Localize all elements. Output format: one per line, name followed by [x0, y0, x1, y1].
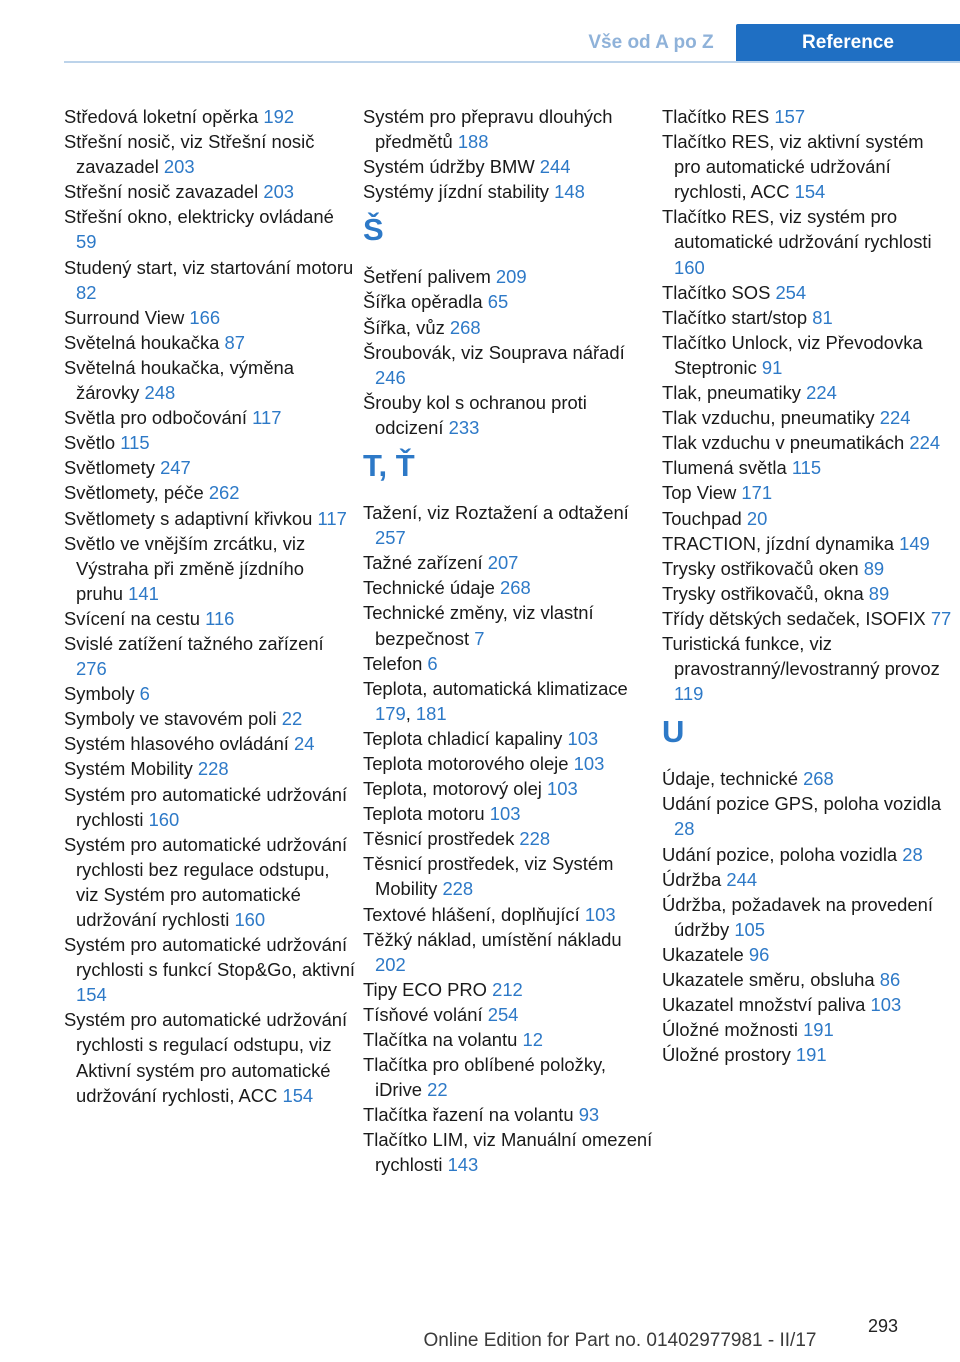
index-entry [363, 390, 655, 440]
page-reference-link[interactable]: 254 [775, 281, 807, 303]
index-entry [662, 556, 954, 581]
page-reference-link[interactable]: 224 [879, 407, 911, 429]
page-reference-link[interactable]: 228 [519, 828, 551, 850]
index-entry-text: Světlo ve vnějším zrcátku, viz Výstraha při změně jízdního pruhu [64, 532, 306, 604]
index-entry [662, 104, 954, 129]
index-entry-text: Tlak vzduchu, pneumatiky [662, 407, 880, 429]
index-entry [64, 104, 356, 129]
page-reference-link[interactable]: 154 [794, 181, 826, 203]
page-reference-link[interactable]: 59 [76, 231, 97, 253]
index-entry [363, 851, 655, 901]
page-reference-link[interactable]: 268 [803, 768, 834, 790]
index-entry [64, 405, 356, 430]
index-entry-text: Trysky ostřikovačů oken [662, 557, 864, 579]
index-entry-text: Teplota chladicí kapaliny [363, 727, 568, 749]
index-entry [64, 706, 356, 731]
index-entry-text: Systém pro automatické udržování rychlosti s regulací odstupu, viz Aktivní systém pro automatické udržování rychlosti, ACC [64, 1009, 348, 1106]
page-reference-link[interactable]: 192 [263, 106, 295, 127]
index-entry [363, 751, 655, 776]
index-entry-text: Střešní nosič zavazadel [64, 181, 264, 203]
page-reference-link[interactable]: 89 [868, 582, 890, 604]
index-entry [662, 380, 954, 405]
page-reference-link[interactable]: 103 [567, 727, 599, 749]
index-entry-text: Světlomety s adaptivní křivkou [64, 507, 318, 529]
index-entry [363, 676, 655, 726]
page-reference-link[interactable]: 224 [806, 382, 837, 404]
index-entry [662, 480, 954, 505]
index-column-2 [363, 104, 655, 1178]
page-reference-link[interactable]: 103 [584, 903, 616, 925]
page-reference-link[interactable]: 228 [197, 758, 229, 780]
page-reference-link[interactable]: 154 [282, 1084, 314, 1106]
index-entry-text: TRACTION, jízdní dynamika [662, 532, 900, 554]
index-entry [64, 1007, 356, 1107]
index-entry-text: Světla pro odbočování [64, 407, 253, 429]
page-reference-link[interactable]: 191 [795, 1044, 827, 1066]
index-letter-heading: U [662, 714, 685, 750]
page-reference-link[interactable]: 87 [224, 331, 245, 353]
index-entry-text: Tlačítko start/stop [662, 306, 813, 328]
page-reference-link[interactable]: 115 [791, 457, 822, 479]
index-entry [662, 581, 954, 606]
index-entry [363, 1002, 655, 1027]
index-entry-text: Tlačítka na volantu [363, 1029, 523, 1050]
page-reference-link[interactable]: 24 [294, 733, 315, 755]
index-entry-text: Šířka, vůz [363, 316, 450, 338]
index-entry-text: Teplota, automatická klimatizace [363, 677, 628, 699]
index-entry [363, 315, 655, 340]
index-entry [662, 455, 954, 480]
index-entry-text: Tipy ECO PRO [363, 978, 493, 1000]
page-reference-link[interactable]: 160 [674, 256, 705, 278]
page-reference-link[interactable]: 105 [734, 918, 765, 940]
index-entry-text: Těsnicí prostředek, viz Systém Mobility [363, 853, 614, 900]
index-entry-text: Studený start, viz startování motoru [64, 256, 354, 278]
page-reference-link[interactable]: 115 [120, 432, 150, 454]
index-entry-text: Údržba [662, 868, 727, 890]
page-reference-link[interactable]: 28 [674, 818, 695, 840]
index-entry [363, 575, 655, 600]
index-entry [662, 330, 954, 380]
page-reference-link[interactable]: 188 [457, 131, 489, 153]
index-entry-text: Úložné prostory [662, 1044, 796, 1066]
page-reference-link[interactable]: 116 [205, 607, 235, 629]
index-entry [363, 651, 655, 676]
index-entry [363, 826, 655, 851]
index-entry [64, 204, 356, 254]
index-entry-text: Středová loketní opěrka [64, 106, 264, 127]
page-reference-link[interactable]: 171 [741, 482, 773, 504]
index-entry-text: Systém údržby BMW [363, 156, 540, 178]
index-entry [64, 731, 356, 756]
index-entry-text: Tlačítko LIM, viz Manuální omezení rychlosti [363, 1129, 653, 1176]
page-reference-link[interactable]: 179 [375, 702, 406, 724]
page-reference-link[interactable]: 103 [489, 803, 521, 825]
page-reference-link[interactable]: 117 [252, 407, 282, 429]
index-entry-text: Tlačítko Unlock, viz Převodovka Steptronic [662, 331, 923, 378]
page-reference-link[interactable]: 103 [547, 778, 578, 800]
index-entry [64, 631, 356, 681]
page-reference-separator: , [405, 702, 416, 724]
index-entry [64, 305, 356, 330]
page-reference-link[interactable]: 89 [863, 557, 885, 579]
index-entry-text: Šetření palivem [363, 266, 496, 288]
index-entry-text: Udání pozice, poloha vozidla [662, 843, 903, 865]
index-entry [64, 782, 356, 832]
index-entry-text: Světlomety [64, 457, 161, 479]
index-entry [662, 791, 954, 841]
page-reference-link[interactable]: 276 [76, 658, 107, 680]
index-entry-text: Tlačítko RES [662, 106, 775, 127]
tab-reference[interactable]: Reference [736, 24, 960, 62]
page-reference-link[interactable]: 154 [76, 984, 107, 1006]
page-reference-link[interactable]: 268 [500, 577, 531, 599]
index-entry-text: Světlo [64, 432, 121, 454]
page-reference-link[interactable]: 77 [930, 607, 952, 629]
index-entry-text: Systém Mobility [64, 758, 198, 780]
index-entry-text: Systém hlasového ovládání [64, 733, 295, 755]
index-entry [64, 606, 356, 631]
index-entry [662, 842, 954, 867]
index-entry-text: Teplota motorového oleje [363, 752, 574, 774]
page-reference-link[interactable]: 96 [748, 943, 770, 965]
index-entry-text: Těsnicí prostředek [363, 828, 520, 850]
index-entry-text: Ukazatel množství paliva [662, 994, 871, 1016]
index-entry [662, 305, 954, 330]
index-entry-text: Tlačítka pro oblíbené položky, iDrive [363, 1054, 606, 1101]
index-entry [363, 927, 655, 977]
index-entry [64, 179, 356, 204]
index-entry [64, 681, 356, 706]
page-reference-link[interactable]: 103 [573, 752, 605, 774]
index-entry-text: Symboly [64, 683, 140, 705]
page-reference-link[interactable]: 203 [163, 156, 195, 178]
index-entry [363, 289, 655, 314]
page-reference-link[interactable]: 6 [139, 683, 150, 705]
index-entry-text: Systém pro automatické udržování rychlosti [64, 783, 348, 830]
page-reference-link[interactable]: 149 [899, 532, 930, 554]
index-entry [363, 154, 655, 179]
index-entry-text: Ukazatele [662, 943, 749, 965]
index-entry [363, 550, 655, 575]
index-entry [64, 330, 356, 355]
index-entry [64, 129, 356, 179]
index-entry [363, 726, 655, 751]
page-reference-link[interactable]: 103 [870, 994, 902, 1016]
index-entry [64, 355, 356, 405]
page-reference-link[interactable]: 244 [726, 868, 758, 890]
index-entry [662, 1017, 954, 1042]
page-reference-link[interactable]: 81 [812, 306, 833, 328]
index-entry [662, 1042, 954, 1067]
page-reference-link[interactable]: 22 [427, 1079, 448, 1101]
index-entry [64, 430, 356, 455]
index-entry [363, 600, 655, 650]
index-letter-heading: Š [363, 212, 384, 248]
page-reference-link[interactable]: 247 [160, 457, 191, 479]
index-entry-text: Tlak vzduchu v pneumatikách [662, 432, 910, 454]
index-entry-text: Údaje, technické [662, 768, 804, 790]
tab-section-a-to-z[interactable]: Vše od A po Z [588, 32, 714, 53]
index-entry-text: Telefon [363, 652, 428, 674]
index-entry [363, 1127, 655, 1177]
page-reference-link[interactable]: 22 [281, 708, 303, 730]
page-reference-link[interactable]: 268 [449, 316, 481, 338]
index-entry [64, 531, 356, 606]
index-entry [662, 992, 954, 1017]
page-reference-link[interactable]: 141 [128, 582, 159, 604]
index-entry [64, 932, 356, 1007]
index-entry-text: Teplota motoru [363, 803, 490, 825]
index-entry [363, 801, 655, 826]
index-column-1 [64, 104, 356, 1108]
edition-footer: Online Edition for Part no. 01402977981 - II/17 [423, 1330, 817, 1351]
index-entry-text: Symboly ve stavovém poli [64, 708, 282, 730]
index-entry-text: Touchpad [662, 507, 747, 529]
page-reference-link[interactable]: 6 [427, 652, 438, 674]
page-reference-link[interactable]: 148 [554, 181, 585, 203]
index-entry-text: Svislé zatížení tažného zařízení [64, 632, 324, 654]
index-entry-text: Tlačítko RES, viz aktivní systém pro automatické udržování rychlosti, ACC [662, 131, 924, 203]
index-entry-text: Šířka opěradla [363, 291, 488, 313]
page-reference-link[interactable]: 91 [761, 356, 783, 378]
index-entry [363, 977, 655, 1002]
page-reference-link[interactable]: 209 [495, 266, 527, 288]
page-reference-link[interactable]: 254 [487, 1003, 519, 1025]
index-entry-text: Systémy jízdní stability [363, 181, 555, 203]
page-reference-link[interactable]: 244 [539, 156, 571, 178]
index-entry-text: Turistická funkce, viz pravostranný/levostranný provoz [662, 632, 940, 680]
page-reference-link[interactable]: 157 [774, 106, 806, 127]
index-entry [363, 1027, 655, 1052]
page-reference-link[interactable]: 228 [442, 878, 474, 900]
index-entry [363, 1102, 655, 1127]
page-reference-link[interactable]: 160 [148, 808, 180, 830]
index-entry [64, 255, 356, 305]
index-entry-text: Ukazatele směru, obsluha [662, 969, 880, 990]
index-entry-text: Tažení, viz Roztažení a odtažení [363, 502, 629, 524]
index-entry-text: Úložné možnosti [662, 1019, 804, 1041]
index-entry [363, 1052, 655, 1102]
page-reference-link[interactable]: 212 [492, 978, 523, 1000]
index-entry [662, 867, 954, 892]
index-entry-text: Surround View [64, 306, 190, 328]
index-entry-text: Trysky ostřikovačů, okna [662, 582, 869, 604]
page-reference-link[interactable]: 257 [375, 527, 406, 549]
index-entry-text: Teplota, motorový olej [363, 778, 547, 800]
index-letter-heading: T, Ť [363, 448, 415, 484]
index-entry [662, 606, 954, 631]
index-entry-text: Technické změny, viz vlastní bezpečnost [363, 602, 594, 649]
page-reference-link[interactable]: 117 [317, 507, 347, 529]
page-reference-link[interactable]: 28 [902, 843, 923, 865]
page-reference-link[interactable]: 119 [674, 683, 704, 705]
index-entry-text: Tlak, pneumatiky [662, 382, 807, 404]
page-reference-link[interactable]: 181 [415, 702, 447, 724]
index-entry-text: Tlačítko SOS [662, 281, 776, 303]
index-entry [363, 500, 655, 550]
page-reference-link[interactable]: 86 [879, 969, 901, 990]
index-entry [64, 832, 356, 932]
index-entry-text: Těžký náklad, umístění nákladu [363, 928, 622, 950]
page-reference-link[interactable]: 224 [909, 432, 941, 454]
index-entry-text: Systém pro přepravu dlouhých předmětů [363, 106, 613, 153]
index-entry-text: Světelná houkačka [64, 331, 225, 353]
page-reference-link[interactable]: 262 [208, 482, 240, 504]
index-entry-text: Textové hlášení, doplňující [363, 903, 585, 925]
index-entry-text: Technické údaje [363, 577, 500, 599]
page-reference-link[interactable]: 166 [189, 306, 221, 328]
index-column-3 [662, 104, 954, 1067]
page-reference-link[interactable]: 246 [375, 366, 406, 388]
page-reference-link[interactable]: 191 [803, 1019, 834, 1041]
index-entry [662, 430, 954, 455]
page-reference-link[interactable]: 143 [447, 1154, 479, 1176]
index-entry [363, 340, 655, 390]
page-reference-link[interactable]: 160 [234, 909, 266, 930]
page-reference-link[interactable]: 82 [76, 281, 97, 303]
index-entry [662, 967, 954, 992]
index-entry-text: Šrouby kol s ochranou proti odcizení [363, 391, 587, 438]
header-divider [64, 61, 960, 63]
page-reference-link[interactable]: 207 [487, 552, 519, 574]
index-entry [662, 631, 954, 706]
page-reference-link[interactable]: 233 [448, 416, 480, 438]
index-entry-text: Systém pro automatické udržování rychlosti bez regulace odstupu, viz Systém pro automatické udržování rychlosti [64, 833, 348, 930]
index-entry [662, 506, 954, 531]
index-entry-text: Třídy dětských sedaček, ISOFIX [662, 607, 931, 629]
index-entry [662, 204, 954, 279]
index-entry-text: Svícení na cestu [64, 607, 206, 629]
index-entry-text: Tlumená světla [662, 457, 792, 479]
page-reference-link[interactable]: 65 [487, 291, 509, 313]
page-reference-link[interactable]: 7 [474, 627, 485, 649]
index-entry [363, 104, 655, 154]
index-entry-text: Střešní okno, elektricky ovládané [64, 206, 334, 228]
index-entry [363, 264, 655, 289]
page-number: 293 [867, 1316, 898, 1336]
page-reference-link[interactable]: 248 [144, 382, 176, 404]
index-entry [64, 480, 356, 505]
index-entry [662, 892, 954, 942]
page-reference-link[interactable]: 202 [375, 953, 406, 975]
index-entry [662, 129, 954, 204]
page-reference-link[interactable]: 93 [578, 1104, 600, 1126]
index-entry [662, 766, 954, 791]
index-entry [363, 902, 655, 927]
index-entry [64, 756, 356, 781]
index-entry [662, 405, 954, 430]
index-entry-text: Tažné zařízení [363, 552, 488, 574]
page-reference-link[interactable]: 203 [263, 181, 295, 203]
index-entry-text: Top View [662, 482, 742, 504]
index-entry-text: Šroubovák, viz Souprava nářadí [363, 341, 625, 363]
index-entry [662, 280, 954, 305]
index-entry [64, 455, 356, 480]
index-entry-text: Světelná houkačka, výměna žárovky [64, 356, 295, 404]
index-entry-text: Systém pro automatické udržování rychlosti s funkcí Stop&Go, aktivní [64, 934, 356, 981]
index-entry [64, 506, 356, 531]
index-entry [662, 942, 954, 967]
index-entry-text: Tísňové volání [363, 1003, 488, 1025]
index-entry-text: Střešní nosič, viz Střešní nosič zavazadel [64, 131, 315, 178]
page-reference-link[interactable]: 20 [746, 507, 768, 529]
index-entry [662, 531, 954, 556]
index-entry [363, 776, 655, 801]
index-entry-text: Světlomety, péče [64, 482, 209, 504]
index-entry-text: Udání pozice GPS, poloha vozidla [662, 793, 942, 815]
index-entry [363, 179, 655, 204]
index-entry-text: Tlačítko RES, viz systém pro automatické udržování rychlosti [662, 206, 932, 253]
page-reference-link[interactable]: 12 [522, 1029, 543, 1050]
index-entry-text: Tlačítka řazení na volantu [363, 1104, 579, 1126]
index-entry-text: Údržba, požadavek na provedení údržby [662, 893, 933, 940]
